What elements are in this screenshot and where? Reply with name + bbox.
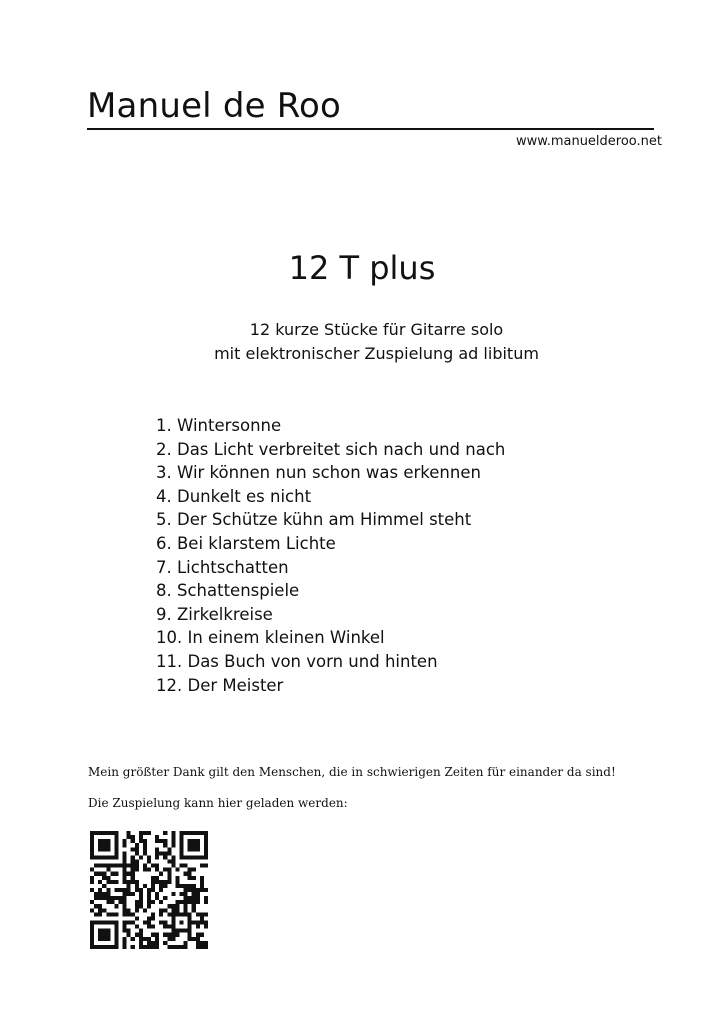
list-item: 5. Der Schütze kühn am Himmel steht [156, 510, 472, 530]
list-item: 4. Dunkelt es nicht [156, 486, 312, 506]
list-item: 2. Das Licht verbreitet sich nach und nach [156, 439, 506, 459]
list-item: 6. Bei klarstem Lichte [156, 533, 336, 553]
list-item: 7. Lichtschatten [156, 557, 289, 577]
list-item: 10. In einem kleinen Winkel [156, 628, 385, 648]
list-item: 3. Wir können nun schon was erkennen [156, 463, 481, 483]
track-list [156, 414, 505, 697]
list-item: 9. Zirkelkreise [156, 604, 273, 624]
list-item: 12. Der Meister [156, 675, 284, 695]
thanks-note: Mein größter Dank gilt den Menschen, die in schwierigen Zeiten für einander da sind! [88, 765, 616, 779]
subtitle [0, 318, 724, 366]
website-url[interactable]: www.manuelderoo.net [515, 134, 662, 149]
list-item: 11. Das Buch von vorn und hinten [156, 651, 438, 671]
subtitle-line-2: mit elektronischer Zuspielung ad libitum [214, 344, 539, 363]
qr-code-icon[interactable] [90, 831, 208, 949]
author-name: Manuel de Roo [87, 84, 654, 130]
page-title: 12 T plus [288, 249, 436, 287]
download-note: Die Zuspielung kann hier geladen werden: [88, 796, 348, 810]
subtitle-line-1: 12 kurze Stücke für Gitarre solo [249, 320, 504, 339]
list-item: 1. Wintersonne [156, 416, 282, 435]
list-item: 8. Schattenspiele [156, 581, 300, 601]
